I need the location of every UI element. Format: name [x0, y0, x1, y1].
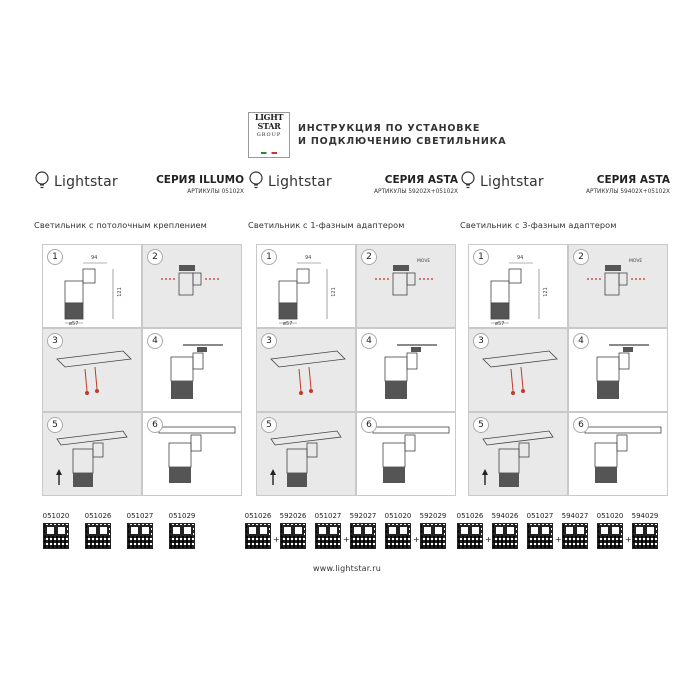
- qr-code-item[interactable]: [277, 512, 309, 549]
- article-code: 592027: [349, 512, 377, 520]
- step-number: 6: [573, 417, 589, 433]
- qr-code-icon: [632, 523, 658, 549]
- article-numbers: АРТИКУЛЫ 59402X+05102X: [586, 189, 670, 195]
- qr-code-icon: [169, 523, 195, 549]
- qr-code-icon: [280, 523, 306, 549]
- steps-grid: [42, 244, 242, 496]
- qr-code-icon: [597, 523, 623, 549]
- dimension-width: 94: [517, 255, 524, 261]
- step-number: 5: [473, 417, 489, 433]
- section-subtitle: Светильник с 1-фазным адаптером: [248, 220, 405, 230]
- step-number: 4: [361, 333, 377, 349]
- series-name: СЕРИЯ ASTA: [596, 174, 670, 186]
- article-code: 051027: [126, 512, 154, 520]
- step-number: 3: [473, 333, 489, 349]
- steps-grid: [468, 244, 668, 496]
- step-cell: [568, 244, 668, 328]
- qr-code-icon: [350, 523, 376, 549]
- step-cell: [256, 328, 356, 412]
- qr-code-icon: [315, 523, 341, 549]
- plus-sign: +: [273, 535, 280, 544]
- article-code: 051026: [456, 512, 484, 520]
- qr-code-item[interactable]: [242, 512, 274, 549]
- step-number: 1: [47, 249, 63, 265]
- step-cell: [256, 412, 356, 496]
- qr-code-icon: [127, 523, 153, 549]
- qr-code-item[interactable]: [312, 512, 344, 549]
- step-cell: [42, 412, 142, 496]
- qr-code-item[interactable]: [454, 512, 486, 549]
- website-link[interactable]: www.lightstar.ru: [313, 564, 382, 573]
- article-numbers: АРТИКУЛЫ 05102X: [187, 189, 244, 195]
- step-cell: [568, 412, 668, 496]
- step-number: 2: [573, 249, 589, 265]
- article-code: 594029: [631, 512, 659, 520]
- qr-code-icon: [420, 523, 446, 549]
- step-cell: [256, 244, 356, 328]
- qr-code-item[interactable]: [629, 512, 661, 549]
- lightbulb-icon: [460, 171, 476, 191]
- dimension-width: 94: [305, 255, 312, 261]
- step-number: 5: [261, 417, 277, 433]
- step-cell: [468, 328, 568, 412]
- article-code: 051026: [244, 512, 272, 520]
- dimension-diameter: ø57: [495, 321, 505, 327]
- qr-code-icon: [385, 523, 411, 549]
- plus-sign: +: [343, 535, 350, 544]
- lightbulb-icon: [248, 171, 264, 191]
- plus-sign: +: [413, 535, 420, 544]
- page-title: [298, 122, 506, 148]
- logo-line-1: LIGHT: [254, 112, 284, 122]
- qr-code-item[interactable]: [524, 512, 556, 549]
- move-label: MOVE: [629, 259, 643, 264]
- step-cell: [142, 328, 242, 412]
- step-number: 1: [261, 249, 277, 265]
- qr-code-icon: [85, 523, 111, 549]
- dimension-diameter: ø57: [283, 321, 293, 327]
- article-code: 051020: [384, 512, 412, 520]
- step-cell: [142, 412, 242, 496]
- article-code: 051029: [168, 512, 196, 520]
- dimension-height: 121: [542, 287, 549, 297]
- qr-code-item[interactable]: [124, 512, 156, 549]
- qr-code-item[interactable]: [382, 512, 414, 549]
- section-subtitle: Светильник с 3-фазным адаптером: [460, 220, 617, 230]
- step-cell: [142, 244, 242, 328]
- qr-code-icon: [457, 523, 483, 549]
- step-cell: [42, 244, 142, 328]
- dimension-diameter: ø57: [69, 321, 79, 327]
- qr-code-item[interactable]: [82, 512, 114, 549]
- plus-sign: +: [625, 535, 632, 544]
- qr-code-item[interactable]: [594, 512, 626, 549]
- series-name: СЕРИЯ ILLUMO: [156, 174, 244, 186]
- qr-code-item[interactable]: [417, 512, 449, 549]
- article-code: 051027: [526, 512, 554, 520]
- step-cell: [356, 412, 456, 496]
- plus-sign: +: [485, 535, 492, 544]
- qr-code-item[interactable]: [347, 512, 379, 549]
- dimension-width: 94: [91, 255, 98, 261]
- step-number: 6: [147, 417, 163, 433]
- step-number: 2: [361, 249, 377, 265]
- article-code: 592026: [279, 512, 307, 520]
- qr-code-item[interactable]: [166, 512, 198, 549]
- step-number: 1: [473, 249, 489, 265]
- section-subtitle: Светильник с потолочным креплением: [34, 220, 207, 230]
- lightstar-group-logo: [248, 112, 290, 158]
- article-code: 051020: [596, 512, 624, 520]
- qr-code-icon: [492, 523, 518, 549]
- article-code: 051026: [84, 512, 112, 520]
- step-cell: [468, 244, 568, 328]
- dimension-height: 121: [330, 287, 337, 297]
- article-code: 592029: [419, 512, 447, 520]
- step-number: 4: [573, 333, 589, 349]
- article-code: 594026: [491, 512, 519, 520]
- step-number: 2: [147, 249, 163, 265]
- brand-name: Lightstar: [268, 174, 332, 190]
- article-code: 051027: [314, 512, 342, 520]
- dimension-height: 121: [116, 287, 123, 297]
- move-label: MOVE: [417, 259, 431, 264]
- qr-code-icon: [43, 523, 69, 549]
- article-numbers: АРТИКУЛЫ 59202X+05102X: [374, 189, 458, 195]
- step-number: 3: [47, 333, 63, 349]
- logo-line-2: STAR: [257, 121, 281, 131]
- article-code: 051020: [42, 512, 70, 520]
- step-cell: [468, 412, 568, 496]
- step-cell: [568, 328, 668, 412]
- article-code: 594027: [561, 512, 589, 520]
- qr-code-icon: [527, 523, 553, 549]
- page-title-line-2: И ПОДКЛЮЧЕНИЮ СВЕТИЛЬНИКА: [298, 136, 507, 147]
- italian-flag-icon: [261, 152, 277, 154]
- qr-code-icon: [245, 523, 271, 549]
- qr-code-item[interactable]: [559, 512, 591, 549]
- brand-name: Lightstar: [54, 174, 118, 190]
- step-number: 5: [47, 417, 63, 433]
- step-number: 4: [147, 333, 163, 349]
- lightbulb-icon: [34, 171, 50, 191]
- step-cell: [356, 244, 456, 328]
- step-number: 3: [261, 333, 277, 349]
- steps-grid: [256, 244, 456, 496]
- brand-name: Lightstar: [480, 174, 544, 190]
- step-cell: [356, 328, 456, 412]
- series-name: СЕРИЯ ASTA: [384, 174, 458, 186]
- qr-code-icon: [562, 523, 588, 549]
- logo-line-3: GROUP: [256, 132, 282, 138]
- page-title-line-1: ИНСТРУКЦИЯ ПО УСТАНОВКЕ: [298, 123, 481, 134]
- qr-code-item[interactable]: [489, 512, 521, 549]
- step-cell: [42, 328, 142, 412]
- step-number: 6: [361, 417, 377, 433]
- plus-sign: +: [555, 535, 562, 544]
- qr-code-item[interactable]: [40, 512, 72, 549]
